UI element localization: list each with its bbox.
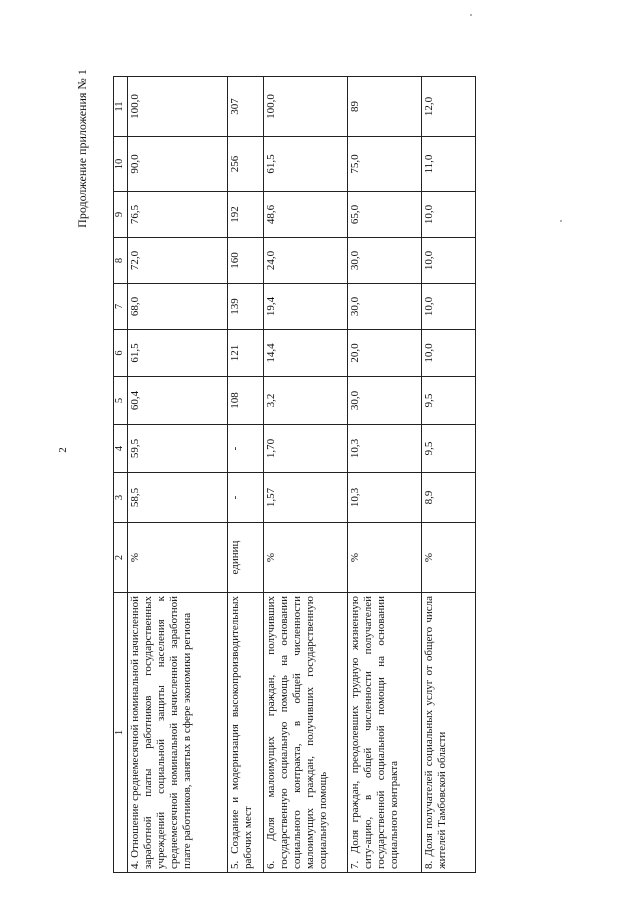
indicator-unit: единиц bbox=[227, 523, 263, 593]
value-cell: 10,0 bbox=[421, 238, 475, 284]
value-cell: 139 bbox=[227, 284, 263, 330]
table-row bbox=[421, 77, 475, 873]
header-cell: 11 bbox=[114, 77, 128, 137]
value-cell: 100,0 bbox=[127, 77, 227, 137]
value-cell: 19,4 bbox=[263, 284, 347, 330]
value-cell: 61,5 bbox=[263, 137, 347, 192]
table-row bbox=[127, 77, 227, 873]
value-cell: - bbox=[227, 425, 263, 473]
value-cell: 108 bbox=[227, 377, 263, 425]
rotated-table-container bbox=[113, 77, 473, 873]
scan-speck bbox=[470, 14, 472, 16]
value-cell: 20,0 bbox=[347, 330, 421, 377]
indicator-unit: % bbox=[263, 523, 347, 593]
value-cell: 160 bbox=[227, 238, 263, 284]
table-header-row bbox=[114, 77, 128, 873]
header-cell: 9 bbox=[114, 192, 128, 238]
value-cell: 11,0 bbox=[421, 137, 475, 192]
page-number: 2 bbox=[57, 447, 69, 453]
continuation-heading bbox=[74, 58, 90, 238]
value-cell: 10,3 bbox=[347, 473, 421, 523]
value-cell: 89 bbox=[347, 77, 421, 137]
value-cell: 192 bbox=[227, 192, 263, 238]
value-cell: 30,0 bbox=[347, 238, 421, 284]
value-cell: 10,0 bbox=[421, 330, 475, 377]
value-cell: 30,0 bbox=[347, 284, 421, 330]
header-cell: 7 bbox=[114, 284, 128, 330]
value-cell: 1,70 bbox=[263, 425, 347, 473]
value-cell: - bbox=[227, 473, 263, 523]
value-cell: 10,0 bbox=[421, 192, 475, 238]
value-cell: 121 bbox=[227, 330, 263, 377]
value-cell: 60,4 bbox=[127, 377, 227, 425]
header-cell: 6 bbox=[114, 330, 128, 377]
table-row bbox=[227, 77, 263, 873]
value-cell: 9,5 bbox=[421, 377, 475, 425]
indicators-table bbox=[113, 76, 476, 873]
value-cell: 14,4 bbox=[263, 330, 347, 377]
value-cell: 68,0 bbox=[127, 284, 227, 330]
value-cell: 100,0 bbox=[263, 77, 347, 137]
value-cell: 58,5 bbox=[127, 473, 227, 523]
value-cell: 1,57 bbox=[263, 473, 347, 523]
header-cell: 8 bbox=[114, 238, 128, 284]
value-cell: 3,2 bbox=[263, 377, 347, 425]
value-cell: 48,6 bbox=[263, 192, 347, 238]
value-cell: 59,5 bbox=[127, 425, 227, 473]
indicator-unit: % bbox=[347, 523, 421, 593]
value-cell: 12,0 bbox=[421, 77, 475, 137]
value-cell: 65,0 bbox=[347, 192, 421, 238]
value-cell: 30,0 bbox=[347, 377, 421, 425]
value-cell: 61,5 bbox=[127, 330, 227, 377]
continuation-heading-text: Продолжение приложения № 1 bbox=[74, 68, 89, 228]
header-cell: 2 bbox=[114, 523, 128, 593]
indicator-description: 8. Доля получателей социальных услуг от общего числа жителей Тамбовской области bbox=[421, 593, 475, 873]
value-cell: 24,0 bbox=[263, 238, 347, 284]
header-cell: 3 bbox=[114, 473, 128, 523]
value-cell: 72,0 bbox=[127, 238, 227, 284]
value-cell: 90,0 bbox=[127, 137, 227, 192]
indicator-description: 6. Доля малоимущих граждан, получивших государственную социальную помощь на основании социального контракта, в общей численности малоимущих граждан, получивших государственную социальную помощь bbox=[263, 593, 347, 873]
header-cell: 10 bbox=[114, 137, 128, 192]
header-cell: 4 bbox=[114, 425, 128, 473]
value-cell: 76,5 bbox=[127, 192, 227, 238]
header-cell: 1 bbox=[114, 593, 128, 873]
value-cell: 10,0 bbox=[421, 284, 475, 330]
value-cell: 10,3 bbox=[347, 425, 421, 473]
scan-speck bbox=[560, 220, 562, 222]
value-cell: 307 bbox=[227, 77, 263, 137]
indicator-description: 4. Отношение среднемесячной номинальной начисленной заработной платы работников государственных учреждений социальной защиты населения к среднемесячной номинальной начисленной заработной плате работников, занятых в сфере экономики региона bbox=[127, 593, 227, 873]
value-cell: 9,5 bbox=[421, 425, 475, 473]
value-cell: 8,9 bbox=[421, 473, 475, 523]
indicator-description: 5. Создание и модернизация высокопроизводительных рабочих мест bbox=[227, 593, 263, 873]
value-cell: 75,0 bbox=[347, 137, 421, 192]
value-cell: 256 bbox=[227, 137, 263, 192]
table-row bbox=[347, 77, 421, 873]
indicator-description: 7. Доля граждан, преодолевших трудную жизненную ситу-ацию, в общей численности получателей государственной социальной помощи на основании социального контракта bbox=[347, 593, 421, 873]
table-row bbox=[263, 77, 347, 873]
header-cell: 5 bbox=[114, 377, 128, 425]
indicator-unit: % bbox=[421, 523, 475, 593]
indicator-unit: % bbox=[127, 523, 227, 593]
